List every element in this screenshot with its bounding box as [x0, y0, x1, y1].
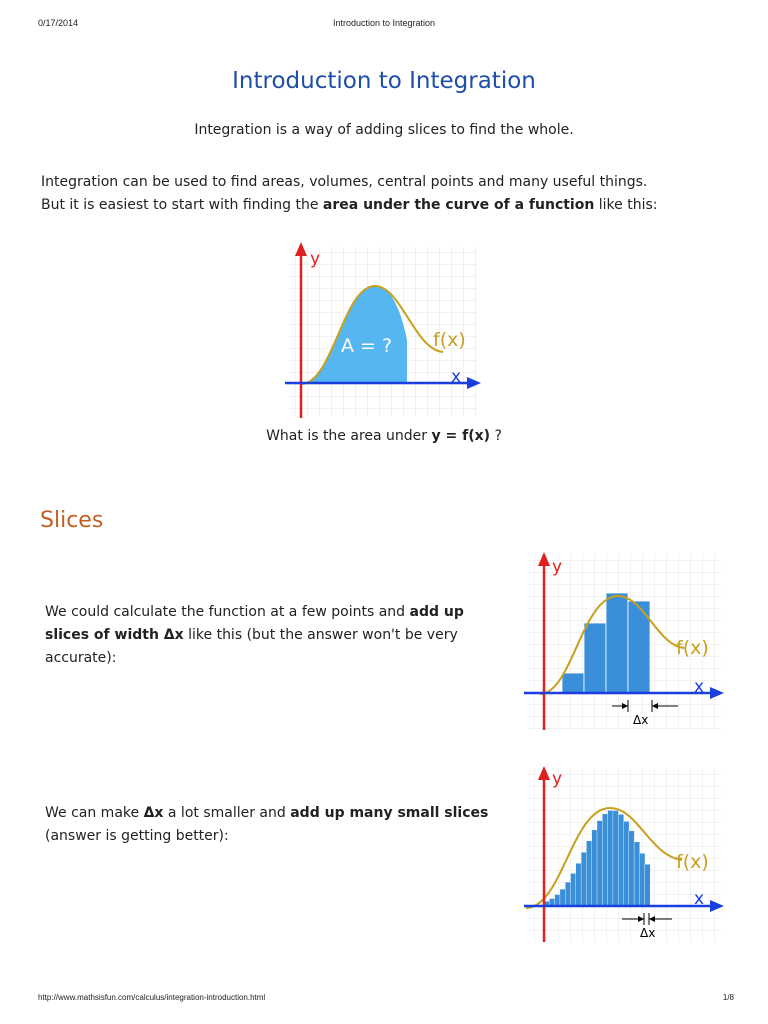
slice-bar	[645, 864, 651, 906]
slice-bar	[597, 821, 603, 906]
lead-text: Integration is a way of adding slices to find the whole.	[194, 122, 574, 138]
slice-bar	[576, 863, 582, 906]
slice-bar	[565, 882, 571, 906]
slice-bar	[560, 889, 566, 906]
p2-bold-dx: Δx	[143, 805, 164, 821]
x-label: x	[694, 889, 705, 909]
area-under-curve-figure	[283, 240, 483, 420]
slice-bar	[571, 873, 577, 906]
thin-slices-svg	[522, 762, 726, 944]
p2-bold: add up many small slices	[290, 805, 489, 821]
slice-bar	[586, 841, 592, 906]
slice-bar	[602, 814, 608, 906]
area-label: A = ?	[341, 335, 393, 357]
slice-bar	[606, 593, 628, 693]
x-label: x	[451, 367, 462, 387]
header-title: Introduction to Integration	[332, 18, 436, 28]
p2-text-mid: a lot smaller and	[163, 805, 291, 821]
slice-bar	[634, 842, 640, 906]
header-date: 0/17/2014	[38, 18, 79, 28]
thin-slices-figure	[522, 762, 726, 944]
x-label: x	[694, 677, 705, 697]
caption-bold: y = f(x)	[431, 428, 491, 444]
fx-label: f(x)	[676, 637, 709, 659]
slices-paragraph-2	[45, 802, 505, 848]
slice-bar	[624, 821, 630, 906]
intro-text: But it is easiest to start with finding the	[41, 197, 323, 213]
slice-bar	[562, 673, 584, 693]
slice-bar	[608, 810, 614, 906]
p1-text: We could calculate the function at a few points and	[45, 604, 410, 620]
intro-bold: area under the curve of a function	[322, 197, 595, 213]
wide-slices-svg	[522, 548, 726, 732]
slice-bar	[584, 623, 606, 693]
section-heading-slices: Slices	[40, 508, 104, 533]
slice-bar	[592, 830, 598, 906]
dx-label: Δx	[633, 713, 649, 727]
caption-end: ?	[490, 428, 502, 444]
slices-paragraph-1	[45, 601, 505, 670]
fx-label: f(x)	[433, 329, 466, 351]
page-title: Introduction to Integration	[232, 68, 536, 94]
slice-bar	[639, 853, 645, 906]
footer-page-number: 1/8	[722, 993, 734, 1002]
area-figure-svg	[283, 240, 483, 420]
figure-caption	[0, 428, 768, 444]
footer-url: http://www.mathsisfun.com/calculus/integration-introduction.html	[38, 993, 266, 1002]
wide-slices-figure	[522, 548, 726, 732]
fx-label: f(x)	[676, 851, 709, 873]
p1-bold: add up slices of width Δx	[45, 604, 464, 643]
slice-bar	[555, 895, 561, 906]
y-label: y	[552, 769, 563, 789]
y-label: y	[310, 249, 321, 269]
intro-text-end: like this:	[594, 197, 658, 213]
caption-text: What is the area under	[266, 428, 432, 444]
p2-text: We can make	[45, 805, 144, 821]
slice-bar	[629, 831, 635, 906]
slice-bar	[613, 811, 619, 906]
slice-bar	[618, 814, 624, 906]
slice-bar	[581, 852, 587, 906]
p1-end: like this (but the answer won't be very accurate):	[45, 627, 458, 666]
y-label: y	[552, 557, 563, 577]
intro-line-1: Integration can be used to find areas, volumes, central points and many useful things.	[41, 174, 648, 190]
dx-label: Δx	[640, 926, 656, 940]
p2-end: (answer is getting better):	[45, 828, 229, 844]
intro-line-2	[41, 194, 741, 217]
intro-paragraph	[41, 171, 741, 217]
